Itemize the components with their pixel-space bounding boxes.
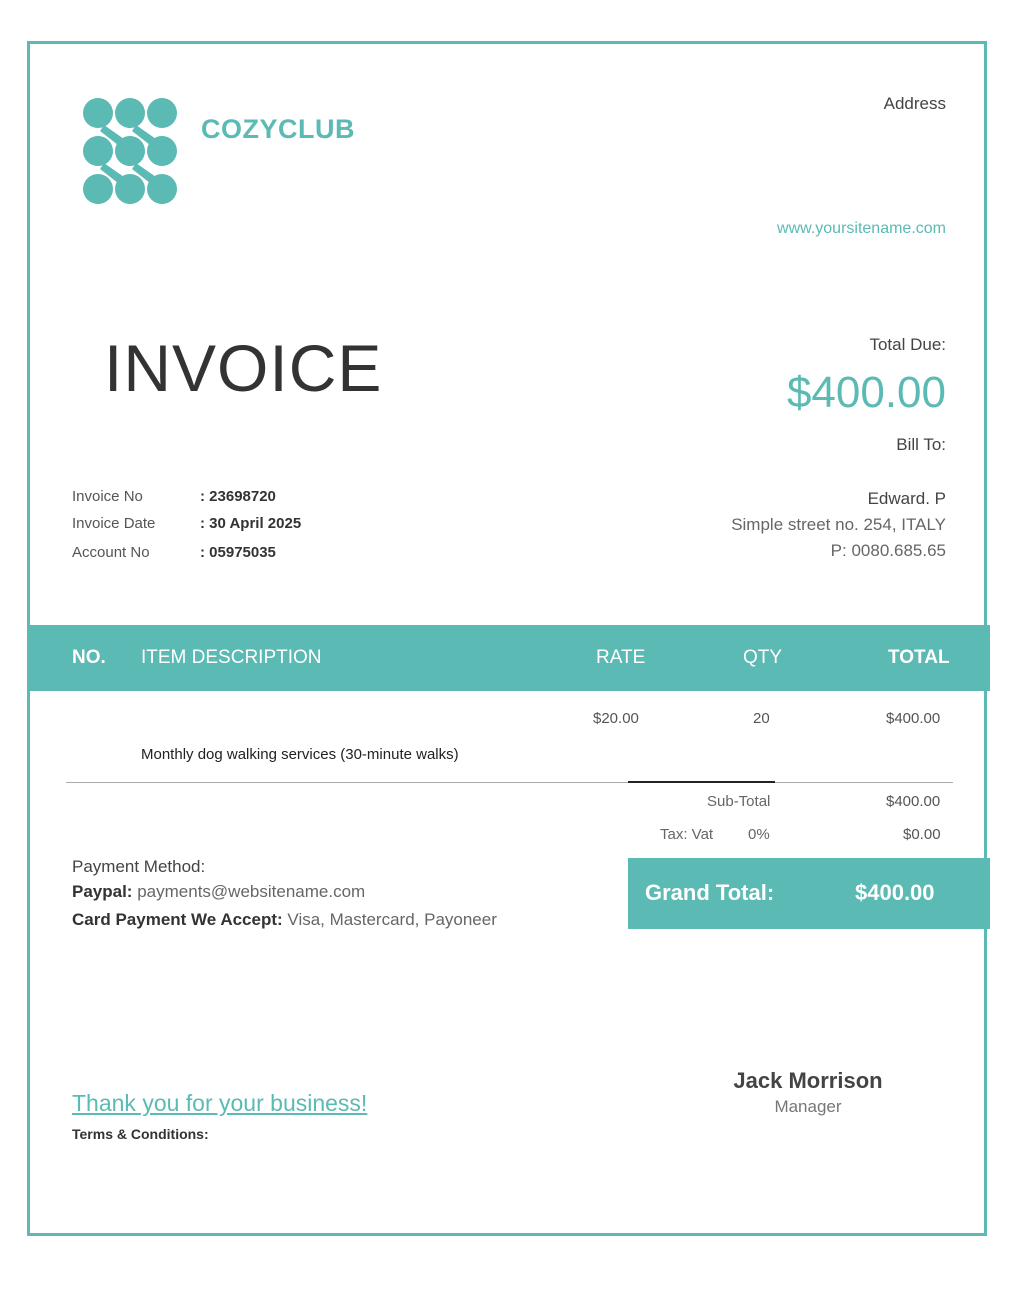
table-divider bbox=[66, 782, 953, 783]
tax-rate: 0% bbox=[748, 826, 770, 843]
total-due-value: $400.00 bbox=[786, 368, 946, 417]
account-no-value: : 05975035 bbox=[200, 544, 276, 561]
paypal-value: payments@websitename.com bbox=[137, 882, 366, 901]
page-title: INVOICE bbox=[104, 331, 383, 405]
row-total: $400.00 bbox=[886, 710, 941, 727]
invoice-date-value: : 30 April 2025 bbox=[200, 515, 302, 532]
card-payment-label: Card Payment We Accept: bbox=[72, 910, 283, 929]
row-qty: 20 bbox=[753, 710, 770, 727]
col-no-header: NO. bbox=[72, 647, 106, 668]
invoice-no-value: : 23698720 bbox=[200, 488, 276, 505]
col-rate-header: RATE bbox=[596, 647, 646, 668]
brand-name: COZYCLUB bbox=[201, 114, 355, 144]
card-payment-line bbox=[72, 910, 497, 930]
paypal-line bbox=[72, 882, 365, 902]
client-details bbox=[731, 486, 946, 564]
grand-total-label: Grand Total: bbox=[645, 880, 775, 905]
card-payment-value: Visa, Mastercard, Payoneer bbox=[287, 910, 497, 929]
summary-divider bbox=[628, 781, 775, 783]
client-name: Edward. P bbox=[867, 489, 946, 508]
payment-method-title: Payment Method: bbox=[72, 857, 206, 876]
account-no-label: Account No bbox=[72, 544, 150, 561]
tax-value: $0.00 bbox=[903, 826, 941, 843]
signatory-name: Jack Morrison bbox=[733, 1068, 883, 1093]
subtotal-value: $400.00 bbox=[886, 793, 941, 810]
row-description: Monthly dog walking services (30-minute walks) bbox=[141, 746, 459, 763]
client-phone: P: 0080.685.65 bbox=[830, 541, 946, 560]
dot-grid-logo-icon bbox=[82, 97, 178, 205]
col-total-header: TOTAL bbox=[888, 647, 950, 668]
tax-label: Tax: Vat bbox=[660, 826, 714, 843]
client-address: Simple street no. 254, ITALY bbox=[731, 515, 946, 534]
invoice-date-label: Invoice Date bbox=[72, 515, 156, 532]
website-link[interactable]: www.yoursitename.com bbox=[777, 220, 946, 237]
subtotal-label: Sub-Total bbox=[707, 793, 771, 810]
paypal-label: Paypal: bbox=[72, 882, 133, 901]
total-due-label: Total Due: bbox=[869, 335, 946, 354]
invoice-no-label: Invoice No bbox=[72, 488, 143, 505]
col-description-header: ITEM DESCRIPTION bbox=[141, 647, 322, 668]
grand-total-value: $400.00 bbox=[855, 880, 935, 905]
terms-conditions: Terms & Conditions: bbox=[72, 1126, 209, 1142]
thank-you-link[interactable]: Thank you for your business! bbox=[72, 1090, 368, 1116]
row-rate: $20.00 bbox=[593, 710, 639, 727]
signatory-role: Manager bbox=[774, 1097, 842, 1116]
company-address: Address bbox=[883, 94, 946, 113]
col-qty-header: QTY bbox=[743, 647, 783, 668]
bill-to-label: Bill To: bbox=[896, 435, 946, 454]
